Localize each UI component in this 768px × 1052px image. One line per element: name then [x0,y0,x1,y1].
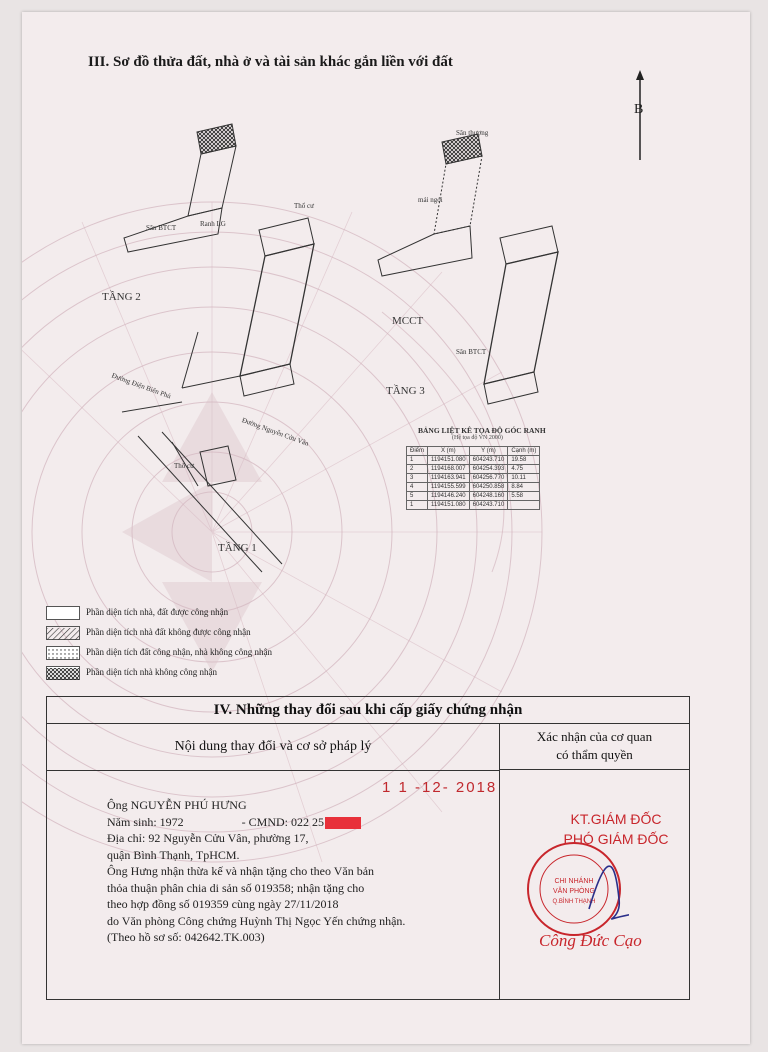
address-line-1: Địa chỉ: 92 Nguyễn Cửu Vân, phường 17, [107,831,309,845]
content-line: Ông Hưng nhận thừa kế và nhận tặng cho theo Văn bản [107,864,375,878]
coord-cell [508,501,540,510]
floor-label-mcct: MCCT [392,315,424,327]
floor-label-tang1: TẦNG 1 [218,542,257,554]
table-row [407,483,540,492]
content-line: (Theo hồ sơ số: 042642.TK.003) [107,930,265,944]
id-text: - CMND: 022 25 [241,814,325,829]
content-line: theo hợp đồng số 019359 cùng ngày 27/11/2018 [107,897,339,911]
ranh-label: Ranh LG [200,220,226,228]
legend-item [46,626,366,640]
table-row [407,465,540,474]
coord-cell: 10.11 [508,474,540,483]
coord-table-title: BẢNG LIỆT KÊ TỌA ĐỘ GÓC RANH [418,426,546,435]
coord-cell: 604256.770 [469,474,508,483]
stamp-pgd-line: PHÓ GIÁM ĐỐC [563,831,669,847]
legend-swatch-hatch [46,626,80,640]
table-row [407,492,540,501]
owner-line: Ông NGUYỄN PHÚ HƯNG [107,798,247,812]
coord-cell: 604248.160 [469,492,508,501]
legend-text: Phần diện tích nhà đất không được công nhận [86,627,251,637]
coord-cell: 1194168.007 [428,465,470,474]
signer-name: Công Đức Cạo [539,931,642,950]
north-label: B [634,102,644,117]
birth-text: Năm sinh: 1972 [107,814,184,829]
coord-cell: 5 [407,492,428,501]
coord-cell: 5.58 [508,492,540,501]
col-right-header [500,724,689,770]
legend-item [46,646,366,660]
coord-cell: 604243.710 [469,456,508,465]
coord-cell: 4 [407,483,428,492]
floor-label-tang3: TẦNG 3 [386,385,425,397]
coord-cell: 2 [407,465,428,474]
coord-header: Cạnh (m) [508,447,540,456]
coord-header-row [407,447,540,456]
floor-label-tang2: TẦNG 2 [102,291,141,303]
tho-cu-label: Thổ cư [294,202,314,210]
street-label-1: Đường Nguyễn Cửu Vân [240,416,310,448]
coord-cell: 604254.393 [469,465,508,474]
mai-ngoi-label: mái ngói [418,196,443,204]
table-row [407,456,540,465]
col-right-line2: có thẩm quyền [556,747,633,762]
column-divider [499,770,500,999]
content-line: thỏa thuận phân chia di sản số 019358; nhận tặng cho [107,880,365,895]
official-seal-icon [519,839,629,939]
legend-item [46,666,366,680]
coord-cell: 1194163.941 [428,474,470,483]
col-right-line1: Xác nhận của cơ quan [536,729,653,744]
section4-box [46,696,690,1000]
coord-cell: 3 [407,474,428,483]
legend-item [46,606,366,620]
legend-swatch-dots [46,646,80,660]
legend-text: Phần diện tích nhà không công nhận [86,667,217,677]
certificate-page [22,12,750,1044]
coord-cell: 4.75 [508,465,540,474]
stamp-kt-line: KT.GIÁM ĐỐC [570,811,662,827]
coord-cell: 1194151.080 [428,456,470,465]
table-row [407,501,540,510]
coord-cell: 1 [407,456,428,465]
legend-swatch-blank [46,606,80,620]
address-line-2: quận Bình Thạnh, TpHCM. [107,847,240,862]
coord-cell: 8.84 [508,483,540,492]
legend-text: Phần diện tích đất công nhận, nhà không công nhận [86,647,272,657]
san-btct-label: Sân BTCT [146,224,177,232]
coord-cell: 1194146.240 [428,492,470,501]
street-label-2: Đường Điện Biên Phủ [110,371,173,401]
id-line [107,814,487,831]
redaction-mark [325,817,361,829]
svg-text:Q.BÌNH THẠNH: Q.BÌNH THẠNH [552,899,596,905]
coord-header: Y (m) [469,447,508,456]
coord-cell: 604250.858 [469,483,508,492]
coord-cell: 604243.710 [469,501,508,510]
svg-text:VĂN PHÒNG: VĂN PHÒNG [552,888,596,895]
coord-cell: 1194151.080 [428,501,470,510]
table-row [407,474,540,483]
change-date: 1 1 -12- 2018 [382,779,498,796]
section3-title: III. Sơ đồ thửa đất, nhà ở và tài sản khác gắn liền với đất [88,54,453,70]
content-line: do Văn phòng Công chứng Huỳnh Thị Ngọc Yến chứng nhận. [107,913,406,928]
section4-title: IV. Những thay đổi sau khi cấp giấy chứng nhận [47,697,689,724]
coord-cell: 1 [407,501,428,510]
legend-swatch-cross [46,666,80,680]
legend-text: Phần diện tích nhà, đất được công nhận [86,607,229,617]
san-thuong-label: Sân thượng [456,129,489,137]
coord-cell: 1194155.599 [428,483,470,492]
change-content [107,797,487,946]
svg-text:CHI NHÁNH: CHI NHÁNH [554,878,594,885]
col-left-header: Nội dung thay đổi và cơ sở pháp lý [47,724,500,771]
coord-header: X (m) [428,447,470,456]
san-btct-label-3: Sân BTCT [456,348,487,356]
coord-header: Điểm [407,447,428,456]
coordinate-table [406,446,540,510]
coord-table-subtitle: (Hệ tọa độ VN 2000) [452,435,503,441]
coord-cell: 19.58 [508,456,540,465]
tho-cu-label-1: Thổ cư [174,462,194,470]
